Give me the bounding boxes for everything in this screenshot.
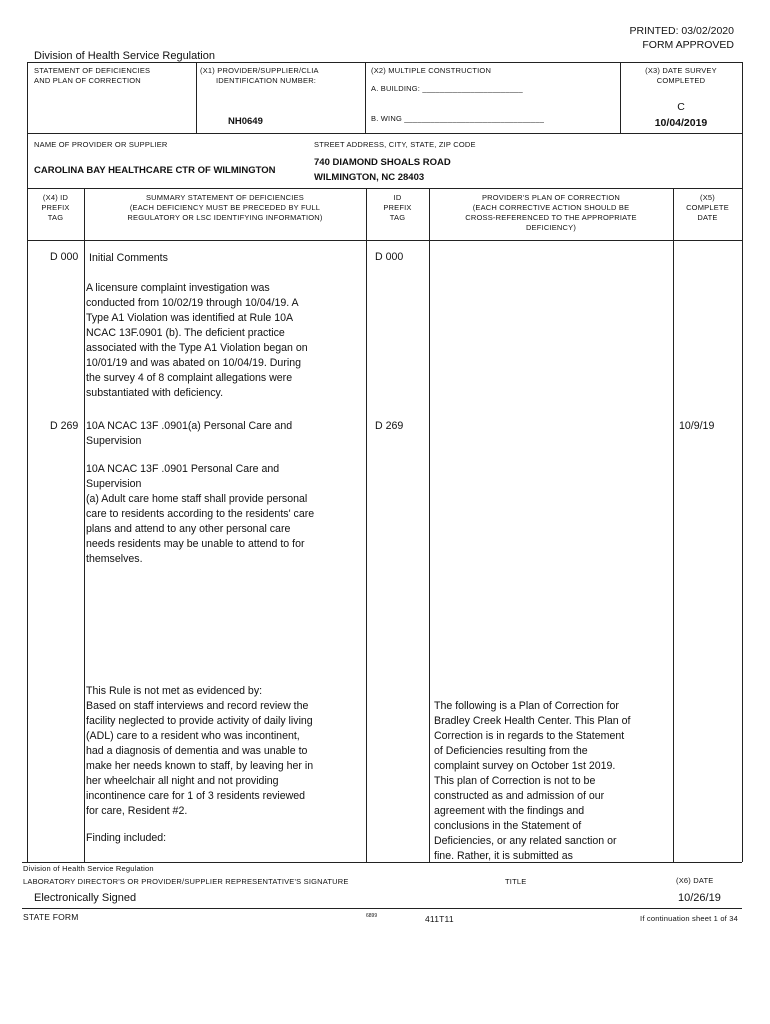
divider [22, 862, 742, 863]
survey-code: C [677, 101, 685, 113]
x3-label-line1: (X3) DATE SURVEY [645, 66, 717, 75]
x2-label: (X2) MULTIPLE CONSTRUCTION [371, 66, 492, 75]
x4-header-line3: TAG [47, 213, 64, 222]
x4-header-line1: (X4) ID [42, 193, 69, 202]
plan-header-line3: CROSS-REFERENCED TO THE APPROPRIATE [465, 213, 637, 222]
divider [22, 908, 742, 909]
printed-date [630, 24, 734, 52]
signature-label: LABORATORY DIRECTOR'S OR PROVIDER/SUPPLIER REPRESENTATIVE'S SIGNATURE [23, 877, 349, 886]
frame-top [27, 62, 742, 63]
continuation-sheet: If continuation sheet 1 of 34 [640, 914, 738, 923]
provider-name: CAROLINA BAY HEALTHCARE CTR OF WILMINGTON [34, 165, 276, 176]
x6-date-label: (X6) DATE [676, 876, 714, 885]
complete-date: 10/9/19 [679, 420, 715, 432]
summary-header-line3: REGULATORY OR LSC IDENTIFYING INFORMATION) [127, 213, 323, 222]
tag-d269: D 269 [50, 420, 79, 432]
divider [673, 188, 674, 862]
plan-of-correction-text: The following is a Plan of Correction for Bradley Creek Health Center. This Plan of Correction is in regards to the Statement of Deficiencies resulting from the complaint survey on October 1st 2019. This plan of Correction is not to be constructed as and admission of our agreement with the findings and conclusions in the Statement of Deficiencies, or any related sanction or fine. Rather, it is submitted as [434, 700, 631, 862]
form-approved-text: FORM APPROVED [642, 39, 734, 51]
statement-label [34, 66, 150, 86]
statement-label-line1: STATEMENT OF DEFICIENCIES [34, 66, 151, 75]
electronic-signature: Electronically Signed [34, 892, 137, 904]
divider [27, 188, 742, 189]
divider [366, 188, 367, 862]
x5-header [673, 193, 742, 223]
x1-label-line1: (X1) PROVIDER/SUPPLIER/CLIA [200, 66, 319, 75]
frame-left [27, 62, 28, 862]
form-code-small: 6899 [366, 913, 378, 919]
x1-label [200, 66, 360, 86]
statement-label-line2: AND PLAN OF CORRECTION [34, 76, 141, 85]
initial-comments-text: A licensure complaint investigation was conducted from 10/02/19 through 10/04/19. A Type A1 Violation was identified at Rule 10A NCAC 13F.0901 (b). The deficient practice associated with the Type A1 Violation began on 10/01/19 and was abated on 10/04/19. During the survey 4 of 8 complaint allegations were substantiated with deficiency. [86, 282, 308, 399]
x3-label [621, 66, 741, 86]
title-label: TITLE [505, 877, 527, 886]
x4-header-line2: PREFIX [41, 203, 70, 212]
plan-header-line4: DEFICIENCY) [525, 223, 577, 232]
form-code: 411T11 [425, 914, 454, 924]
finding-text: Finding included: [86, 832, 167, 844]
plan-header-line2: (EACH CORRECTIVE ACTION SHOULD BE [472, 203, 630, 212]
id-header-line2: PREFIX [383, 203, 412, 212]
division-title: Division of Health Service Regulation [34, 50, 215, 62]
state-form-label: STATE FORM [23, 912, 79, 922]
footer-division: Division of Health Service Regulation [23, 864, 154, 873]
summary-header-line1: SUMMARY STATEMENT OF DEFICIENCIES [145, 193, 304, 202]
x2-building: A. BUILDING: _______________________ [371, 84, 523, 93]
signed-date: 10/26/19 [678, 892, 721, 904]
divider [27, 133, 742, 134]
x1-label-line2: IDENTIFICATION NUMBER: [216, 76, 317, 85]
x5-header-line1: (X5) [700, 193, 715, 202]
x5-header-line3: DATE [697, 213, 718, 222]
summary-header [84, 193, 366, 223]
provider-name-label: NAME OF PROVIDER OR SUPPLIER [34, 140, 168, 149]
rule-text: 10A NCAC 13F .0901 Personal Care and Supervision (a) Adult care home staff shall provide personal care to residents according to the residents' care plans and attend to any other personal care needs residents may be unable to attend to for themselves. [86, 463, 315, 565]
street-address: 740 DIAMOND SHOALS ROAD [314, 157, 451, 168]
id-header-line1: ID [393, 193, 402, 202]
divider [84, 188, 85, 862]
divider [429, 188, 430, 862]
x4-header [27, 193, 84, 223]
summary-header-line2: (EACH DEFICIENCY MUST BE PRECEDED BY FULL [129, 203, 321, 212]
id-d269: D 269 [375, 420, 404, 432]
tag-d000: D 000 [50, 251, 79, 263]
evidence-text: This Rule is not met as evidenced by: Based on staff interviews and record review the facility neglected to provide activity of daily living (ADL) care to a resident who was incontinent, had a diagnosis of dementia and was unable to make her needs known to staff, by leaving her in her wheelchair all night and not providing incontinence care for 1 of 3 residents reviewed for care, Resident #2. [86, 685, 314, 817]
x5-header-line2: COMPLETE [686, 203, 729, 212]
id-d000: D 000 [375, 251, 404, 263]
printed-text: PRINTED: 03/02/2020 [629, 25, 734, 37]
rule-heading: 10A NCAC 13F .0901(a) Personal Care and Supervision [86, 420, 293, 447]
city-address: WILMINGTON, NC 28403 [314, 172, 425, 183]
survey-date: 10/04/2019 [654, 117, 708, 129]
x3-label-line2: COMPLETED [656, 76, 706, 85]
frame-right [742, 62, 743, 862]
divider [365, 62, 366, 133]
divider [196, 62, 197, 133]
id-header [366, 193, 429, 223]
x2-wing: B. WING ________________________________ [371, 114, 545, 123]
provider-id: NH0649 [228, 116, 263, 127]
initial-comments-heading: Initial Comments [89, 252, 168, 264]
id-header-line3: TAG [389, 213, 406, 222]
plan-header-line1: PROVIDER'S PLAN OF CORRECTION [481, 193, 621, 202]
address-label: STREET ADDRESS, CITY, STATE, ZIP CODE [314, 140, 476, 149]
plan-header [429, 193, 673, 233]
divider [27, 240, 742, 241]
